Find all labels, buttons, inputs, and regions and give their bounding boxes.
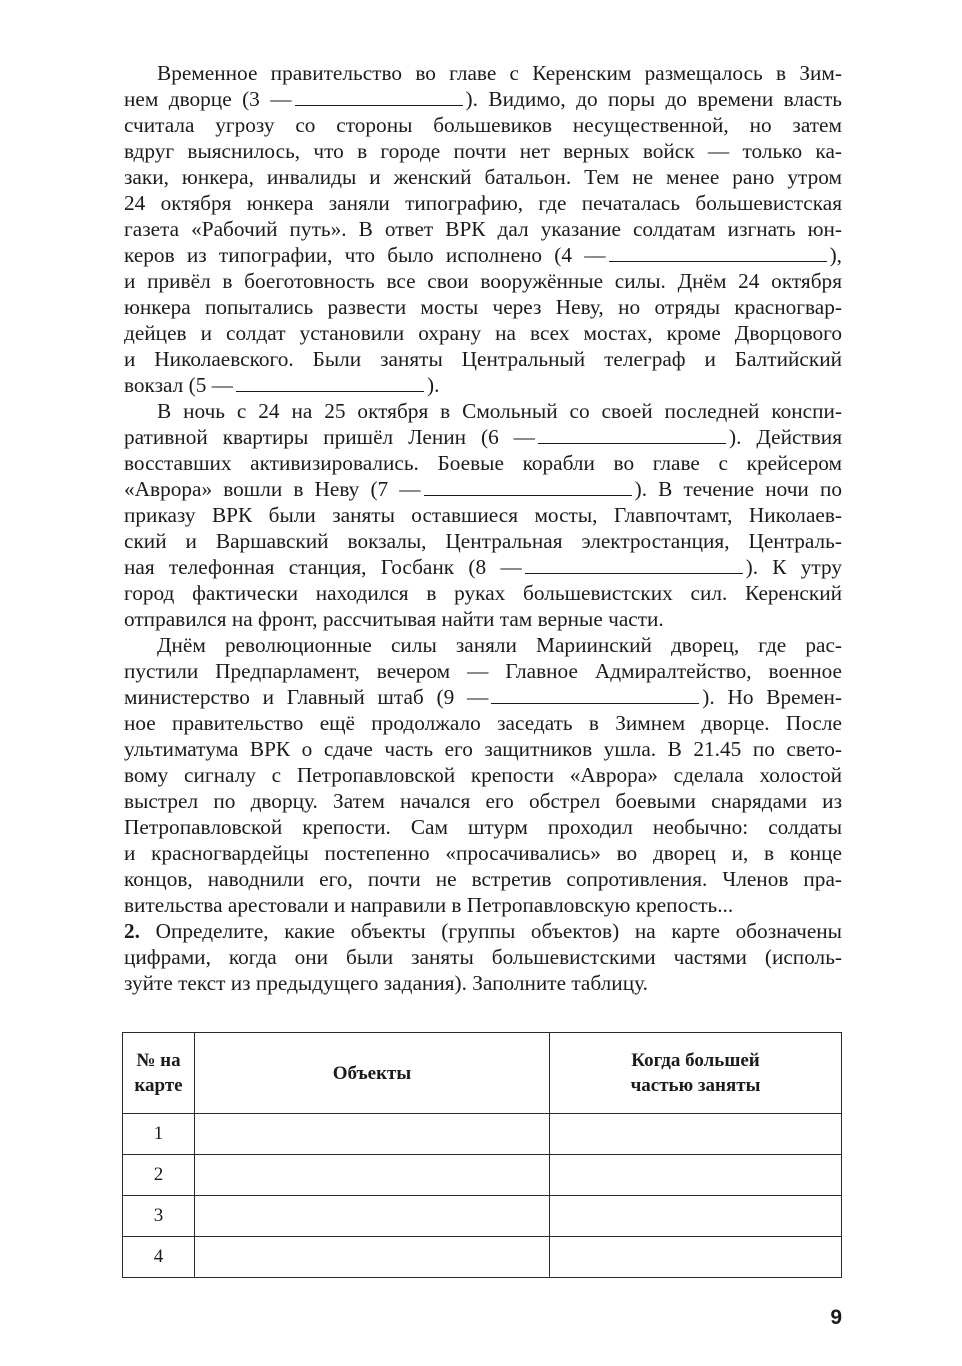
text-line: приказу ВРК были заняты оставшиеся мосты, Главпочтамт, Николаев- xyxy=(124,503,842,527)
text-line: ский и Варшавский вокзалы, Центральная электростанция, Централь- xyxy=(124,529,842,553)
answer-blank-6[interactable] xyxy=(538,425,726,444)
when-taken-cell[interactable] xyxy=(550,1196,842,1237)
when-taken-cell[interactable] xyxy=(550,1237,842,1278)
objects-cell[interactable] xyxy=(195,1114,550,1155)
text-line: В ночь с 24 на 25 октября в Смольный со своей последней конспи- xyxy=(157,399,842,423)
answer-blank-8[interactable] xyxy=(525,555,743,574)
text-line: Днём революционные силы заняли Мариинский дворец, где рас- xyxy=(157,633,842,657)
column-header-objects: Объекты xyxy=(195,1033,550,1114)
text-line: отправился на фронт, рассчитывая найти там верные части. xyxy=(124,607,664,631)
text-line: концов, наводнили его, почти не встретив сопротивления. Членов пра- xyxy=(124,867,842,891)
answer-blank-9[interactable] xyxy=(491,685,699,704)
answer-table xyxy=(122,1032,842,1278)
paragraph-2 xyxy=(124,398,842,632)
text-line: газета «Рабочий путь». В ответ ВРК дал указание солдатам изгнать юн- xyxy=(124,217,842,241)
text-line: и красногвардейцы постепенно «просачивались» во дворец и, в конце xyxy=(124,841,842,865)
text-line: выстрел по дворцу. Затем начался его обстрел боевыми снарядами из xyxy=(124,789,842,813)
text-line: вительства арестовали и направили в Петропавловскую крепость... xyxy=(124,893,734,917)
row-number: 3 xyxy=(123,1196,195,1237)
answer-blank-4[interactable] xyxy=(609,243,827,262)
table-row xyxy=(123,1155,842,1196)
text-line: считала угрозу со стороны большевиков несущественной, но затем xyxy=(124,113,842,137)
paragraph-3 xyxy=(124,632,842,918)
when-taken-cell[interactable] xyxy=(550,1114,842,1155)
answer-blank-7[interactable] xyxy=(424,477,632,496)
table-row xyxy=(123,1196,842,1237)
task-number: 2. xyxy=(124,919,140,943)
table-header-row xyxy=(123,1033,842,1114)
text-line: ультиматума ВРК о сдаче часть его защитников ушла. В 21.45 по свето- xyxy=(124,737,842,761)
row-number: 2 xyxy=(123,1155,195,1196)
text-line: зуйте текст из предыдущего задания). Заполните таблицу. xyxy=(124,971,648,995)
text-line: город фактически находился в руках большевистских сил. Керенский xyxy=(124,581,842,605)
text-line: и привёл в боеготовность все свои вооружённые силы. Днём 24 октября xyxy=(124,269,842,293)
paragraph-1 xyxy=(124,60,842,398)
text-line: ное правительство ещё продолжало заседать в Зимнем дворце. После xyxy=(124,711,842,735)
objects-cell[interactable] xyxy=(195,1155,550,1196)
answer-blank-5[interactable] xyxy=(236,373,424,392)
column-header-map-number: № на карте xyxy=(123,1033,195,1114)
text-line: министерство и Главный штаб (9 — ). Но Времен- xyxy=(124,685,842,709)
text-line: «Аврора» вошли в Неву (7 — ). В течение ночи по xyxy=(124,477,842,501)
when-taken-cell[interactable] xyxy=(550,1155,842,1196)
objects-cell[interactable] xyxy=(195,1196,550,1237)
table-row xyxy=(123,1114,842,1155)
text-line: цифрами, когда они были заняты большевистскими частями (исполь- xyxy=(124,945,842,969)
task-2 xyxy=(124,918,842,996)
text-line: и Николаевского. Были заняты Центральный телеграф и Балтийский xyxy=(124,347,842,371)
text-line: вому сигналу с Петропавловской крепости «Аврора» сделала холостой xyxy=(124,763,842,787)
text-line: ративной квартиры пришёл Ленин (6 — ). Действия xyxy=(124,425,842,449)
text-line: Временное правительство во главе с Керенским размещалось в Зим- xyxy=(157,61,842,85)
table-row xyxy=(123,1237,842,1278)
objects-cell[interactable] xyxy=(195,1237,550,1278)
page-text xyxy=(124,60,842,996)
row-number: 4 xyxy=(123,1237,195,1278)
text-line: 24 октября юнкера заняли типографию, где печаталась большевистская xyxy=(124,191,842,215)
text-line: пустили Предпарламент, вечером — Главное Адмиралтейство, военное xyxy=(124,659,842,683)
text-line: ная телефонная станция, Госбанк (8 — ). К утру xyxy=(124,555,842,579)
text-line: керов из типографии, что было исполнено (4 — ), xyxy=(124,243,842,267)
text-line: юнкера попытались развести мосты через Неву, но отряды красногвар- xyxy=(124,295,842,319)
text-line: вдруг выяснилось, что в городе почти нет верных войск — только ка- xyxy=(124,139,842,163)
text-line: вокзал (5 — ). xyxy=(124,373,440,397)
page-number: 9 xyxy=(830,1306,842,1329)
text-line: 2. Определите, какие объекты (группы объектов) на карте обозначены xyxy=(124,919,842,943)
text-line: нем дворце (3 — ). Видимо, до поры до времени власть xyxy=(124,87,842,111)
row-number: 1 xyxy=(123,1114,195,1155)
answer-blank-3[interactable] xyxy=(295,87,463,106)
column-header-when-taken: Когда большей частью заняты xyxy=(550,1033,842,1114)
text-line: Петропавловской крепости. Сам штурм проходил необычно: солдаты xyxy=(124,815,842,839)
text-line: заки, юнкера, инвалиды и женский батальон. Тем не менее рано утром xyxy=(124,165,842,189)
text-line: восставших активизировались. Боевые корабли во главе с крейсером xyxy=(124,451,842,475)
text-line: дейцев и солдат установили охрану на всех мостах, кроме Дворцового xyxy=(124,321,842,345)
